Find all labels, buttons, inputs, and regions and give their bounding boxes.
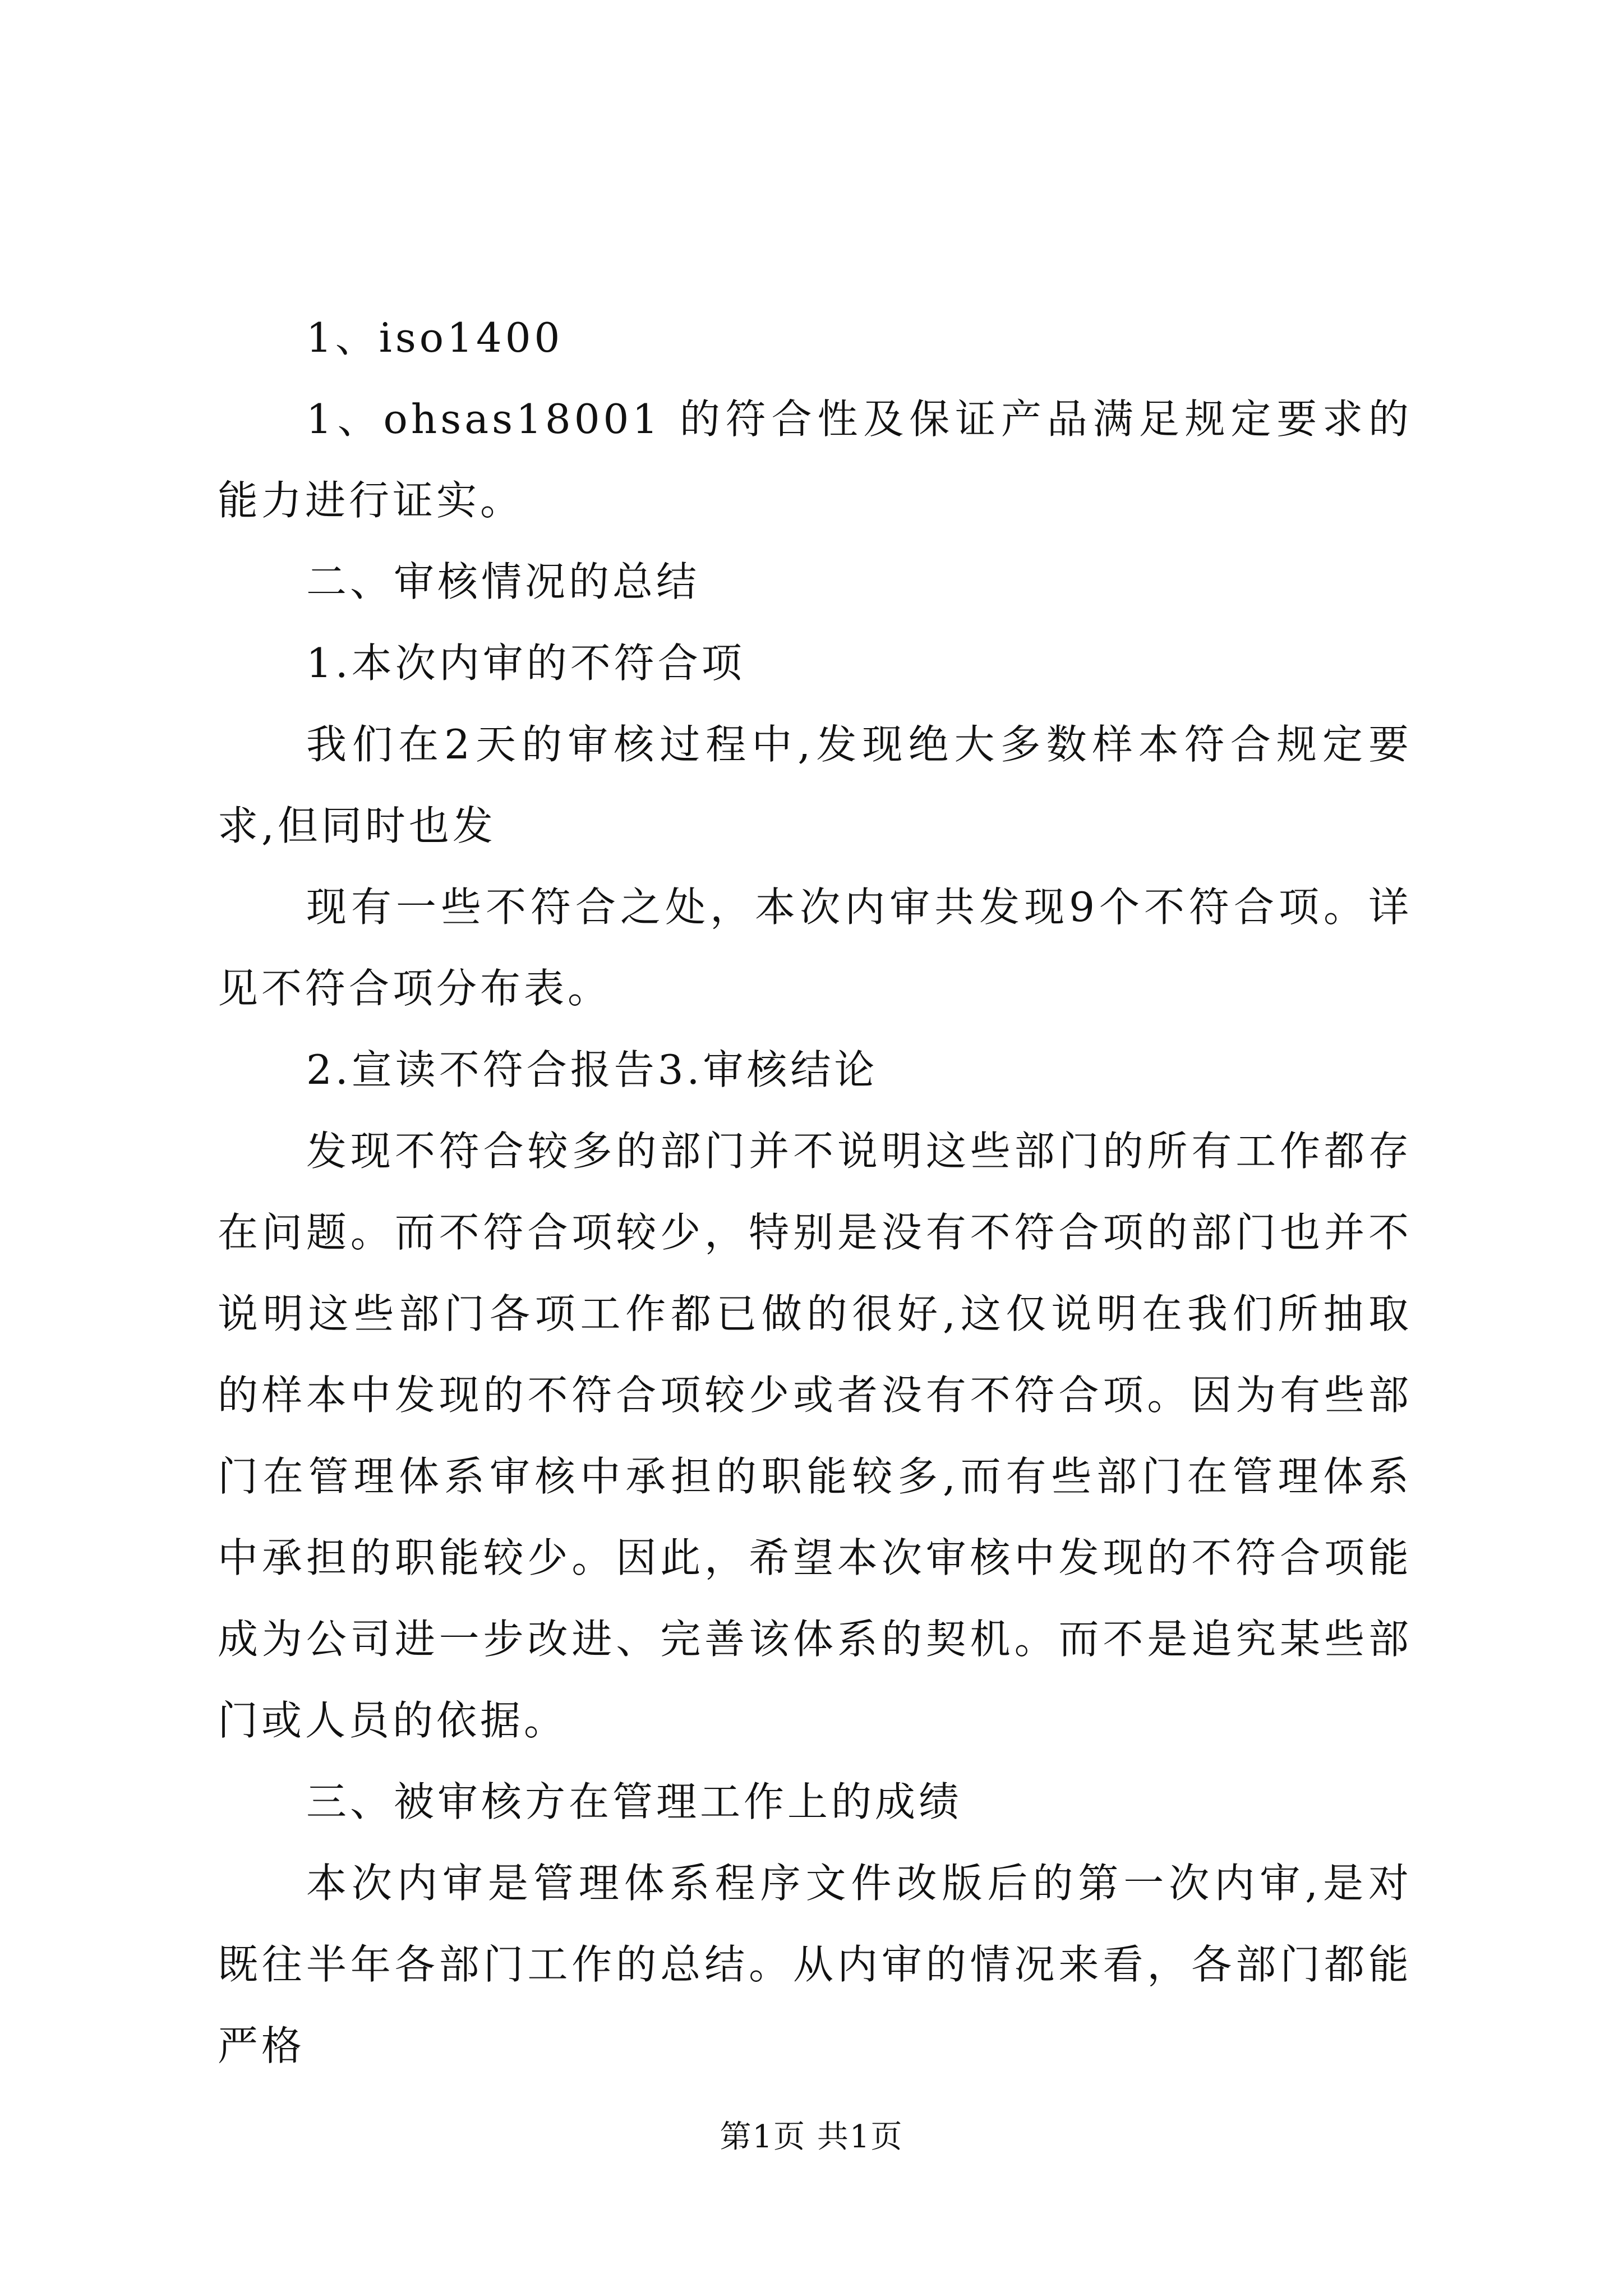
- paragraph-nonconformity-count: 现有一些不符合之处，本次内审共发现9个不符合项。详见不符合项分布表。: [218, 884, 1412, 1012]
- paragraph-audit-conclusion: 发现不符合较多的部门并不说明这些部门的所有工作都存在问题。而不符合项较少，特别是没有不符合项的部门也并不说明这些部门各项工作都已做的很好,这仅说明在我们所抽取的样本中发现的不符合项较少或者没有不符合项。因为有些部门在管理体系审核中承担的职能较多,而有些部门在管理体系中承担的职能较少。因此，希望本次审核中发现的不符合项能成为公司进一步改进、完善该体系的契机。而不是追究某些部门或人员的依据。: [218, 1128, 1412, 1744]
- subheading-nonconformities: 1.本次内审的不符合项: [306, 639, 745, 687]
- paragraph-achievements: 本次内审是管理体系程序文件改版后的第一次内审,是对既往半年各部门工作的总结。从内审的情况来看，各部门都能严格: [218, 1860, 1412, 2069]
- page-footer: 第1页 共1页: [720, 2119, 903, 2155]
- document-body: [218, 297, 1412, 2087]
- subheading-report-and-conclusion: 2.宣读不符合报告3.审核结论: [306, 1046, 878, 1093]
- list-item-iso14001: 1、iso1400: [306, 314, 564, 361]
- paragraph-audit-process: 我们在2天的审核过程中,发现绝大多数样本符合规定要求,但同时也发: [218, 721, 1412, 849]
- section-heading-audit-summary: 二、审核情况的总结: [306, 558, 700, 605]
- section-heading-achievements: 三、被审核方在管理工作上的成绩: [306, 1778, 963, 1825]
- list-item-ohsas18001: 1、ohsas18001 的符合性及保证产品满足规定要求的能力进行证实。: [218, 395, 1412, 524]
